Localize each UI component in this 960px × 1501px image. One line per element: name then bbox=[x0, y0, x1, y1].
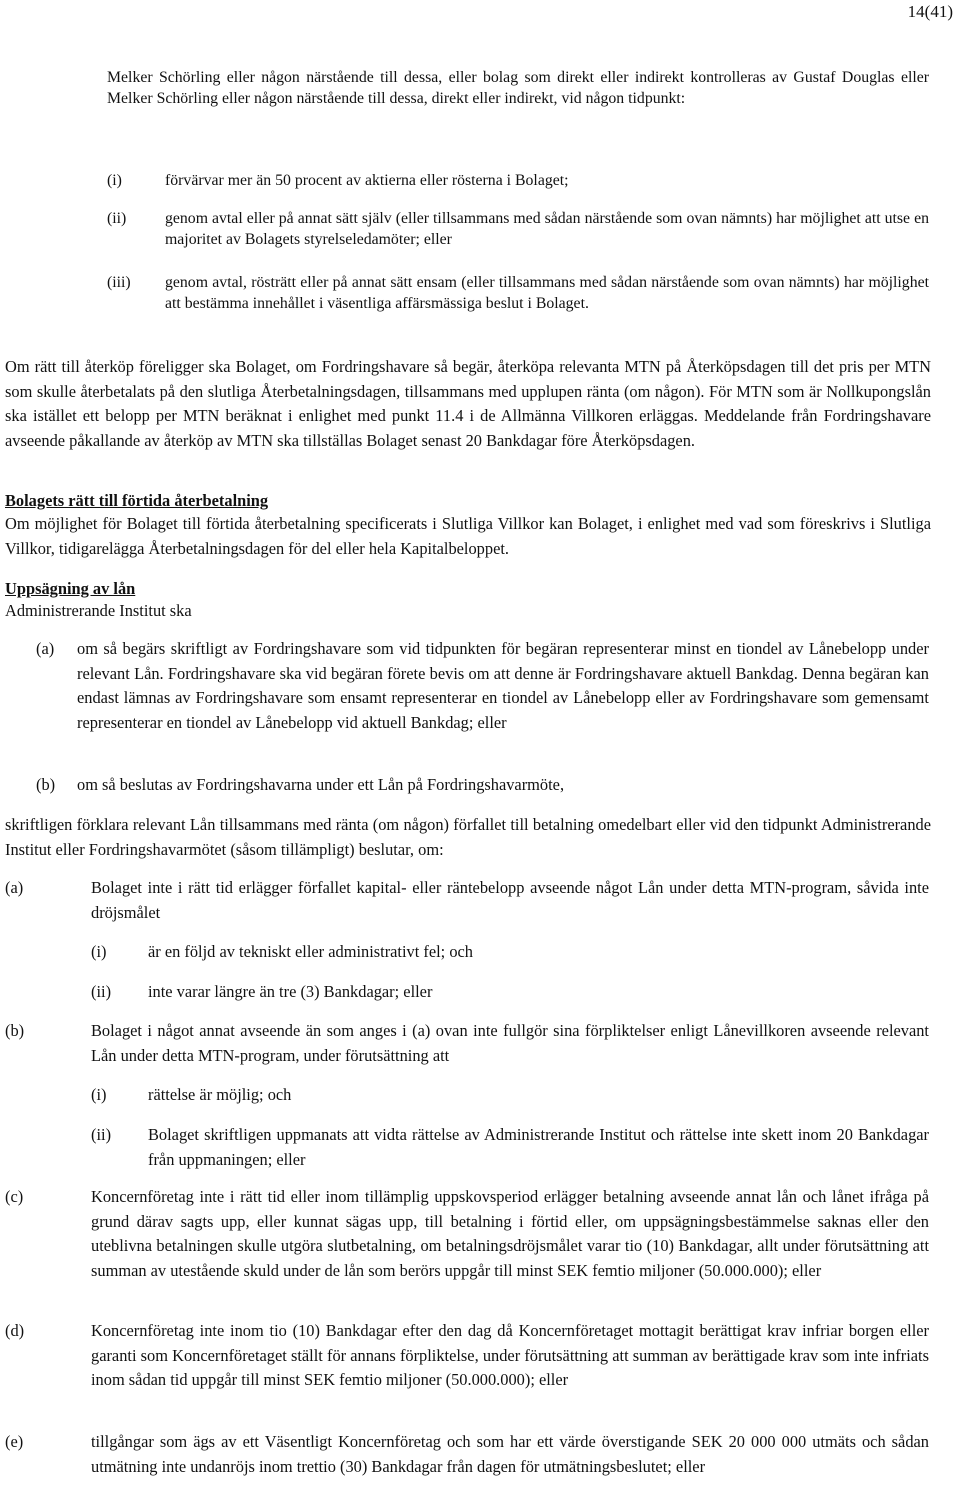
uppsagning-item-text: om så beslutas av Fordringshavarna under ett Lån på Fordringshavarmöte, bbox=[77, 775, 565, 794]
condition-sub-text: rättelse är möjlig; och bbox=[148, 1085, 292, 1104]
condition-text: Koncernföretag inte i rätt tid eller inom tillämplig uppskovsperiod erlägger betalning avseende annat lån och lånet ifråga på grund därav sagts upp, eller kunnat sägas upp, till betalning i förtid eller, om uppsägningsbestämmelse saknas eller den uteblivna betalningen skulle utgöra slutbetalning, om betalningsdröjsmålet varar tio (10) Bankdagar, allt under förutsättning att summan av utestående skuld under de lån som berörs uppgår till minst SEK femtio miljoner (50.000.000); eller bbox=[91, 1187, 929, 1280]
section-heading-uppsagning: Uppsägning av lån bbox=[5, 579, 136, 598]
condition-sub-text: är en följd av tekniskt eller administrativt fel; och bbox=[148, 942, 473, 961]
fortida-paragraph: Om möjlighet för Bolaget till förtida återbetalning specificerats i Slutliga Villkor kan Bolaget, i enlighet med vad som föreskrivs i Slutliga Villkor, tidigarelägga Återbetalningsdagen för del eller hela Kapitalbeloppet. bbox=[5, 514, 931, 558]
condition-text: Koncernföretag inte inom tio (10) Bankdagar efter den dag då Koncernföretaget mottagit berättigat krav infriar borgen eller garanti som Koncernföretaget ställt för annans förpliktelse, under förutsättning att summan av berättigade krav som inte infriats inom sådan tid uppgår till minst SEK femtio miljoner (50.000.000); eller bbox=[91, 1321, 929, 1389]
condition-label: (c) bbox=[5, 1187, 24, 1206]
intro-item-label: (iii) bbox=[107, 274, 131, 291]
condition-label: (b) bbox=[5, 1021, 25, 1040]
uppsagning-intro: Administrerande Institut ska bbox=[5, 601, 192, 620]
condition-text: Bolaget inte i rätt tid erlägger förfallet kapital- eller räntebelopp avseende något Lån under detta MTN-program, såvida inte dröjsmålet bbox=[91, 878, 929, 922]
page-number: 14(41) bbox=[907, 2, 953, 21]
condition-sub-text: Bolaget skriftligen uppmanats att vidta rättelse av Administrerande Institut och rättelse inte skett inom 20 Bankdagar från uppmaningen; eller bbox=[148, 1125, 929, 1169]
condition-sub-label: (ii) bbox=[91, 1125, 112, 1144]
intro-paragraph: Melker Schörling eller någon närstående till dessa, eller bolag som direkt eller indirekt kontrolleras av Gustaf Douglas eller Melker Schörling eller någon närstående till dessa, direkt eller indirekt, vid någon tidpunkt: bbox=[107, 69, 929, 107]
condition-text: Bolaget i något annat avseende än som anges i (a) ovan inte fullgör sina förpliktelser enligt Lånevillkoren avseende relevant Lån under detta MTN-program, under förutsättning att bbox=[91, 1021, 929, 1065]
uppsagning-item-text: om så begärs skriftligt av Fordringshavare som vid tidpunkten för begäran representerar minst en tiondel av Lånebelopp under relevant Lån. Fordringshavare ska vid begäran förete bevis om att denne är Fordringshavare aktuell Bankdag. Denna begäran kan endast lämnas av Fordringshavare som ensamt representerar en tiondel av Lånebelopp eller av Fordringshavare som gemensamt representerar en tiondel av Lånebelopp vid aktuell Bankdag; eller bbox=[77, 639, 929, 732]
condition-sub-label: (i) bbox=[91, 1085, 107, 1104]
section-heading-fortida: Bolagets rätt till förtida återbetalning bbox=[5, 491, 269, 510]
condition-label: (d) bbox=[5, 1321, 25, 1340]
condition-sub-label: (ii) bbox=[91, 982, 112, 1001]
condition-label: (e) bbox=[5, 1432, 24, 1451]
condition-text: tillgångar som ägs av ett Väsentligt Koncernföretag och som har ett värde överstigande SEK 20 000 000 utmäts och sådan utmätning inte undanröjs inom trettio (30) Bankdagar från dagen för utmätningsbeslutet; eller bbox=[91, 1432, 929, 1476]
intro-item-text: förvärvar mer än 50 procent av aktierna eller rösterna i Bolaget; bbox=[165, 172, 569, 189]
intro-item-label: (ii) bbox=[107, 210, 127, 227]
uppsagning-item-label: (b) bbox=[36, 775, 56, 794]
condition-sub-label: (i) bbox=[91, 942, 107, 961]
condition-sub-text: inte varar längre än tre (3) Bankdagar; eller bbox=[148, 982, 433, 1001]
intro-item-text: genom avtal eller på annat sätt själv (eller tillsammans med sådan närstående som ovan nämnts) har möjlighet att utse en majoritet av Bolagets styrelseledamöter; eller bbox=[165, 210, 929, 248]
aterkop-paragraph: Om rätt till återköp föreligger ska Bolaget, om Fordringshavare så begär, återköpa relevanta MTN på Återköpsdagen till det pris per MTN som skulle återbetalats på den slutliga Återbetalningsdagen, tillsammans med upplupen ränta (om någon). För MTN som är Nollkupongslån ska istället ett belopp per MTN beräknat i enlighet med punkt 11.4 i de Allmänna Villkoren erläggas. Meddelande från Fordringshavare avseende påkallande av återköp av MTN ska tillställas Bolaget senast 20 Bankdagar före Återköpsdagen. bbox=[5, 357, 931, 450]
condition-label: (a) bbox=[5, 878, 24, 897]
uppsagning-followup: skriftligen förklara relevant Lån tillsammans med ränta (om någon) förfallet till betalning omedelbart eller vid den tidpunkt Administrerande Institut eller Fordringshavarmötet (såsom tillämpligt) beslutar, om: bbox=[5, 815, 931, 859]
uppsagning-item-label: (a) bbox=[36, 639, 55, 658]
intro-item-text: genom avtal, rösträtt eller på annat sätt ensam (eller tillsammans med sådan närstående som ovan nämnts) har möjlighet att bestämma innehållet i väsentliga affärsmässiga beslut i Bolaget. bbox=[165, 274, 929, 312]
intro-item-label: (i) bbox=[107, 172, 122, 189]
